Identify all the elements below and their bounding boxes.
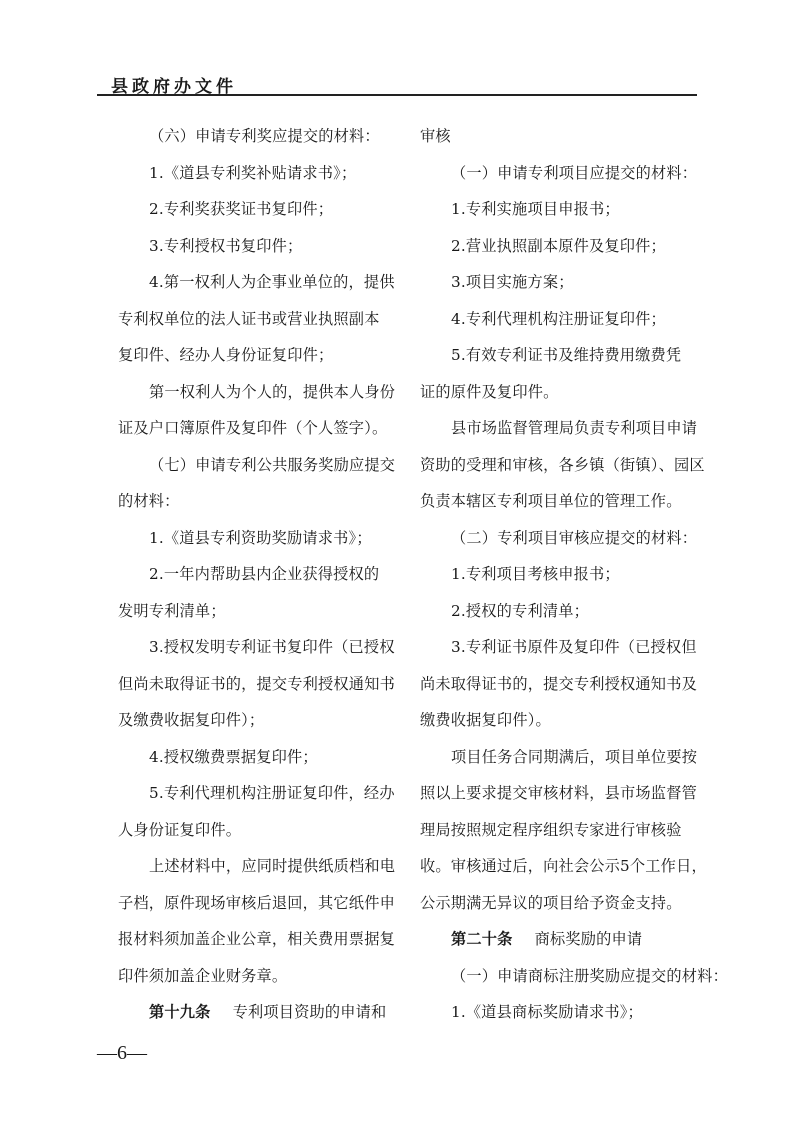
text-line: 3.专利授权书复印件； — [149, 236, 303, 255]
text-line: （二）专利项目审核应提交的材料： — [451, 528, 698, 547]
text-line: 1.专利项目考核申报书； — [451, 565, 620, 583]
text-line: 人身份证复印件。 — [118, 820, 242, 839]
text-line: 尚未取得证书的，提交专利授权通知书及 — [420, 674, 697, 693]
text-line: 审核 — [420, 127, 451, 145]
text-line: 2.营业执照副本原件及复印件； — [451, 236, 666, 255]
page-header — [97, 66, 697, 96]
text-line: 上述材料中，应同时提供纸质档和电 — [149, 857, 396, 875]
text-line: （六）申请专利奖应提交的材料： — [149, 127, 380, 145]
article-number: 第十九条 — [149, 1003, 211, 1021]
text-line: 的材料： — [118, 492, 180, 510]
text-line: 报材料须加盖企业公章，相关费用票据复 — [118, 930, 395, 948]
text-line: 4.专利代理机构注册证复印件； — [451, 309, 666, 328]
text-line: 2.授权的专利清单； — [451, 601, 589, 620]
text-line: 公示期满无异议的项目给予资金支持。 — [420, 893, 682, 912]
article-title: 专利项目资助的申请和 — [232, 1003, 387, 1021]
text-line: 但尚未取得证书的，提交专利授权通知书 — [118, 674, 395, 693]
article-heading-line — [118, 994, 387, 1031]
text-line: 2.专利奖获奖证书复印件； — [149, 200, 334, 218]
right-column — [420, 118, 728, 1031]
text-line: 3.授权发明专利证书复印件（已授权 — [149, 638, 395, 656]
text-line: 1.《道县商标奖励请求书》； — [451, 1003, 643, 1021]
text-line: （七）申请专利公共服务奖励应提交 — [149, 455, 396, 474]
text-line: 5.专利代理机构注册证复印件，经办 — [149, 784, 395, 802]
text-line: 3.项目实施方案； — [451, 273, 574, 291]
text-line: 2.一年内帮助县内企业获得授权的 — [149, 565, 380, 583]
text-line: （一）申请商标注册奖励应提交的材料： — [451, 966, 728, 985]
article-number: 第二十条 — [451, 930, 513, 948]
article-heading-line — [420, 921, 682, 958]
text-line: 项目任务合同期满后，项目单位要按 — [451, 747, 698, 766]
text-line: （一）申请专利项目应提交的材料： — [451, 163, 698, 182]
header-divider — [97, 94, 697, 96]
text-line: 理局按照规定程序组织专家进行审核验 — [420, 820, 682, 839]
text-line: 县市场监督管理局负责专利项目申请 — [451, 419, 698, 437]
text-line: 印件须加盖企业财务章。 — [118, 966, 288, 985]
text-line: 证及户口簿原件及复印件（个人签字）。 — [118, 419, 388, 437]
page-number: —6— — [97, 1042, 147, 1064]
text-line: 3.专利证书原件及复印件（已授权但 — [451, 638, 697, 656]
text-line: 复印件、经办人身份证复印件； — [118, 346, 334, 364]
text-line: 缴费收据复印件）。 — [420, 711, 551, 729]
text-line: 照以上要求提交审核材料，县市场监督管 — [420, 784, 697, 802]
text-line: 子档，原件现场审核后退回，其它纸件申 — [118, 893, 395, 912]
text-line: 5.有效专利证书及维持费用缴费凭 — [451, 346, 682, 364]
left-column — [118, 118, 396, 1031]
article-title: 商标奖励的申请 — [534, 930, 643, 948]
text-line: 专利权单位的法人证书或营业执照副本 — [118, 309, 380, 328]
header-title: 县政府办文件 — [111, 77, 237, 97]
text-line: 证的原件及复印件。 — [420, 382, 559, 401]
text-line: 1.《道县专利资助奖励请求书》； — [149, 528, 372, 547]
text-line: 资助的受理和审核，各乡镇（街镇）、园区 — [420, 455, 705, 474]
text-line: 收。审核通过后，向社会公示5个工作日， — [420, 857, 707, 875]
text-line: 1.《道县专利奖补贴请求书》； — [149, 163, 357, 182]
text-line: 1.专利实施项目申报书； — [451, 200, 620, 218]
text-line: 发明专利清单； — [118, 601, 226, 620]
text-line: 负责本辖区专利项目单位的管理工作。 — [420, 492, 682, 510]
text-line: 第一权利人为个人的，提供本人身份 — [149, 382, 396, 401]
text-line: 4.第一权利人为企事业单位的，提供 — [149, 273, 395, 291]
text-line: 4.授权缴费票据复印件； — [149, 747, 318, 766]
text-line: 及缴费收据复印件）； — [118, 711, 265, 729]
